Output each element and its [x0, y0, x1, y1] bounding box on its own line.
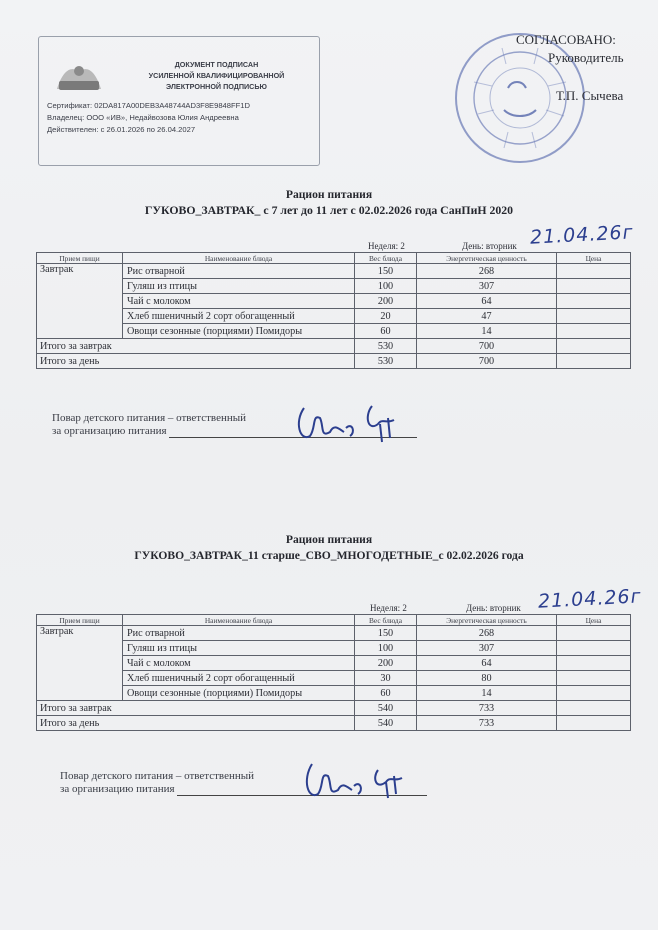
- approval-name: Т.П. Сычева: [556, 88, 624, 103]
- menu1-handwritten-date: 21.04.26г: [529, 221, 635, 249]
- energy-cell: 268: [417, 626, 557, 641]
- table-row: [37, 656, 631, 671]
- certificate-validity: Действителен: с 26.01.2026 по 26.04.2027: [47, 125, 196, 134]
- price-cell: [557, 279, 631, 294]
- total-day-row: [37, 354, 631, 369]
- table-row: [37, 279, 631, 294]
- weight-cell: 20: [355, 309, 417, 324]
- total-meal-weight: 530: [355, 339, 417, 354]
- menu1-table: [36, 252, 631, 369]
- menu2-subtitle: ГУКОВО_ЗАВТРАК_11 старше_СВО_МНОГОДЕТНЫЕ_с 02.02.2026 года: [134, 549, 524, 562]
- weight-cell: 200: [355, 656, 417, 671]
- energy-cell: 268: [417, 264, 557, 279]
- approval-head: Руководитель: [548, 50, 624, 65]
- price-cell: [557, 339, 631, 354]
- total-day-label: Итого за день: [37, 716, 355, 731]
- menu1-title: Рацион питания: [285, 188, 373, 201]
- total-day-weight: 530: [355, 354, 417, 369]
- signature-icon: [300, 756, 410, 808]
- col-energy-header: Энергетическая ценность: [417, 253, 557, 264]
- menu2-responsible: Повар детского питания – ответственный за организацию питания: [60, 770, 427, 796]
- energy-cell: 64: [417, 294, 557, 309]
- dish-cell: Чай с молоком: [123, 656, 355, 671]
- col-energy-header: Энергетическая ценность: [417, 615, 557, 626]
- dish-cell: Овощи сезонные (порциями) Помидоры: [123, 686, 355, 701]
- weight-cell: 200: [355, 294, 417, 309]
- col-dish-header: Наименование блюда: [123, 253, 355, 264]
- price-cell: [557, 294, 631, 309]
- col-meal-header: Прием пищи: [37, 615, 123, 626]
- menu1-day: День: вторник: [462, 241, 517, 251]
- price-cell: [557, 309, 631, 324]
- menu2-title: Рацион питания: [285, 533, 373, 546]
- meal-cell: Завтрак: [37, 264, 123, 339]
- col-dish-header: Наименование блюда: [123, 615, 355, 626]
- total-day-label: Итого за день: [37, 354, 355, 369]
- total-day-weight: 540: [355, 716, 417, 731]
- menu1-header-row: [37, 253, 631, 264]
- total-meal-energy: 733: [417, 701, 557, 716]
- dish-cell: Рис отварной: [123, 264, 355, 279]
- price-cell: [557, 324, 631, 339]
- total-meal-row: [37, 701, 631, 716]
- table-row: [37, 641, 631, 656]
- col-meal-header: Прием пищи: [37, 253, 123, 264]
- total-day-energy: 733: [417, 716, 557, 731]
- price-cell: [557, 626, 631, 641]
- dish-cell: Хлеб пшеничный 2 сорт обогащенный: [123, 309, 355, 324]
- e-signature-box: [38, 36, 320, 166]
- dish-cell: Чай с молоком: [123, 294, 355, 309]
- total-day-energy: 700: [417, 354, 557, 369]
- signature-icon: [290, 398, 410, 450]
- price-cell: [557, 354, 631, 369]
- total-meal-label: Итого за завтрак: [37, 339, 355, 354]
- weight-cell: 60: [355, 686, 417, 701]
- energy-cell: 64: [417, 656, 557, 671]
- total-meal-energy: 700: [417, 339, 557, 354]
- energy-cell: 14: [417, 686, 557, 701]
- weight-cell: 100: [355, 641, 417, 656]
- col-weight-header: Вес блюда: [355, 615, 417, 626]
- energy-cell: 80: [417, 671, 557, 686]
- dish-cell: Рис отварной: [123, 626, 355, 641]
- total-day-row: [37, 716, 631, 731]
- price-cell: [557, 701, 631, 716]
- menu1-responsible: Повар детского питания – ответственный за организацию питания: [52, 412, 417, 438]
- col-price-header: Цена: [557, 253, 631, 264]
- price-cell: [557, 716, 631, 731]
- menu2-day: День: вторник: [466, 603, 521, 613]
- table-row: [37, 686, 631, 701]
- certificate-serial: Сертификат: 02DA817A00DEB3A48744AD3F8E9848FF1D: [47, 101, 250, 110]
- dish-cell: Гуляш из птицы: [123, 641, 355, 656]
- price-cell: [557, 264, 631, 279]
- company-logo-icon: [53, 59, 105, 99]
- weight-cell: 30: [355, 671, 417, 686]
- total-meal-weight: 540: [355, 701, 417, 716]
- table-row: [37, 294, 631, 309]
- table-row: [37, 626, 631, 641]
- price-cell: [557, 671, 631, 686]
- total-meal-label: Итого за завтрак: [37, 701, 355, 716]
- weight-cell: 60: [355, 324, 417, 339]
- col-price-header: Цена: [557, 615, 631, 626]
- menu1-subtitle: ГУКОВО_ЗАВТРАК_ с 7 лет до 11 лет с 02.02.2026 года СанПиН 2020: [144, 203, 514, 217]
- energy-cell: 307: [417, 641, 557, 656]
- table-row: [37, 309, 631, 324]
- energy-cell: 307: [417, 279, 557, 294]
- menu2-table: [36, 614, 631, 731]
- energy-cell: 14: [417, 324, 557, 339]
- certificate-owner: Владелец: ООО «ИВ», Недайвозова Юлия Андреевна: [47, 113, 239, 122]
- weight-cell: 100: [355, 279, 417, 294]
- meal-cell: Завтрак: [37, 626, 123, 701]
- table-row: [37, 324, 631, 339]
- menu1-week: Неделя: 2: [368, 241, 405, 251]
- approval-agreed: СОГЛАСОВАНО:: [516, 32, 616, 47]
- price-cell: [557, 686, 631, 701]
- dish-cell: Овощи сезонные (порциями) Помидоры: [123, 324, 355, 339]
- price-cell: [557, 656, 631, 671]
- weight-cell: 150: [355, 264, 417, 279]
- weight-cell: 150: [355, 626, 417, 641]
- menu2-header-row: [37, 615, 631, 626]
- dish-cell: Гуляш из птицы: [123, 279, 355, 294]
- menu2-week: Неделя: 2: [370, 603, 407, 613]
- table-row: [37, 264, 631, 279]
- e-signature-heading: ДОКУМЕНТ ПОДПИСАН УСИЛЕННОЙ КВАЛИФИЦИРОВАННОЙ ЭЛЕКТРОННОЙ ПОДПИСЬЮ: [148, 60, 285, 91]
- col-weight-header: Вес блюда: [355, 253, 417, 264]
- price-cell: [557, 641, 631, 656]
- energy-cell: 47: [417, 309, 557, 324]
- menu2-handwritten-date: 21.04.26г: [537, 585, 643, 613]
- dish-cell: Хлеб пшеничный 2 сорт обогащенный: [123, 671, 355, 686]
- total-meal-row: [37, 339, 631, 354]
- table-row: [37, 671, 631, 686]
